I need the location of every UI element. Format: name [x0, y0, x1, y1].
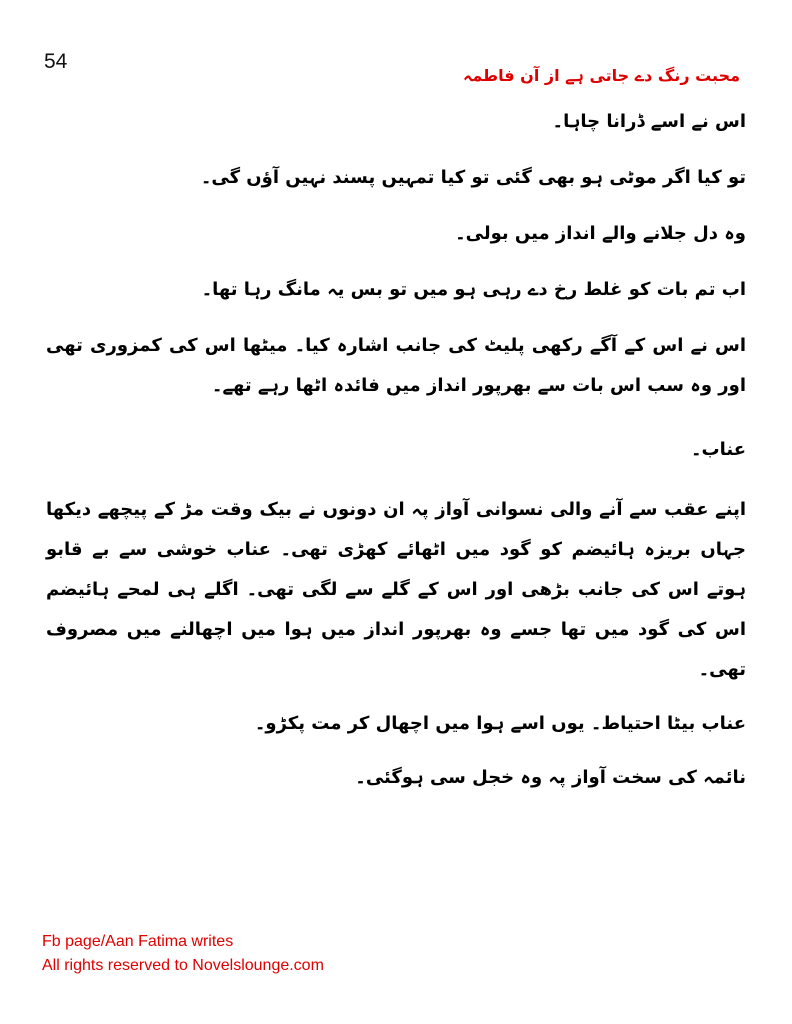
novel-title-header: محبت رنگ دے جاتی ہے از آن فاطمہ [462, 66, 740, 85]
paragraph-5: اس نے اس کے آگے رکھی پلیٹ کی جانب اشارہ کیا۔ میٹھا اس کی کمزوری تھی اور وہ سب اس بات سے بھرپور انداز میں فائدہ اٹھا رہے تھے۔ [46, 335, 746, 396]
footer-credits [42, 930, 324, 978]
paragraph-6: عناب۔ [690, 439, 746, 460]
footer-rights: All rights reserved to Novelslounge.com [42, 957, 324, 974]
paragraph-7: اپنے عقب سے آنے والی نسوانی آواز پہ ان دونوں نے بیک وقت مڑ کے پیچھے دیکھا جہاں بریزہ ہائیضم کو گود میں اٹھائے کھڑی تھی۔ عناب خوشی سے بے قابو ہوتے اس کی جانب بڑھی اور اس کے گلے سے لگی تھی۔ اگلے ہی لمحے ہائیضم اس کی گود میں تھا جسے وہ بھرپور انداز میں ہوا میں اچھالنے میں مصروف تھی۔ [46, 499, 746, 680]
paragraph-9: نائمہ کی سخت آواز پہ وہ خجل سی ہوگئی۔ [355, 767, 746, 788]
page-content [46, 102, 746, 798]
paragraph-8: عناب بیٹا احتیاط۔ یوں اسے ہوا میں اچھال کر مت پکڑو۔ [254, 713, 746, 734]
paragraph-4: اب تم بات کو غلط رخ دے رہی ہو میں تو بس یہ مانگ رہا تھا۔ [201, 279, 746, 300]
footer-fb-page: Fb page/Aan Fatima writes [42, 933, 234, 950]
page-number: 54 [44, 50, 68, 73]
paragraph-1: اس نے اسے ڈرانا چاہا۔ [552, 111, 746, 132]
paragraph-3: وہ دل جلانے والے انداز میں بولی۔ [455, 223, 746, 244]
paragraph-2: تو کیا اگر موٹی ہو بھی گئی تو کیا تمہیں پسند نہیں آؤں گی۔ [200, 167, 746, 188]
